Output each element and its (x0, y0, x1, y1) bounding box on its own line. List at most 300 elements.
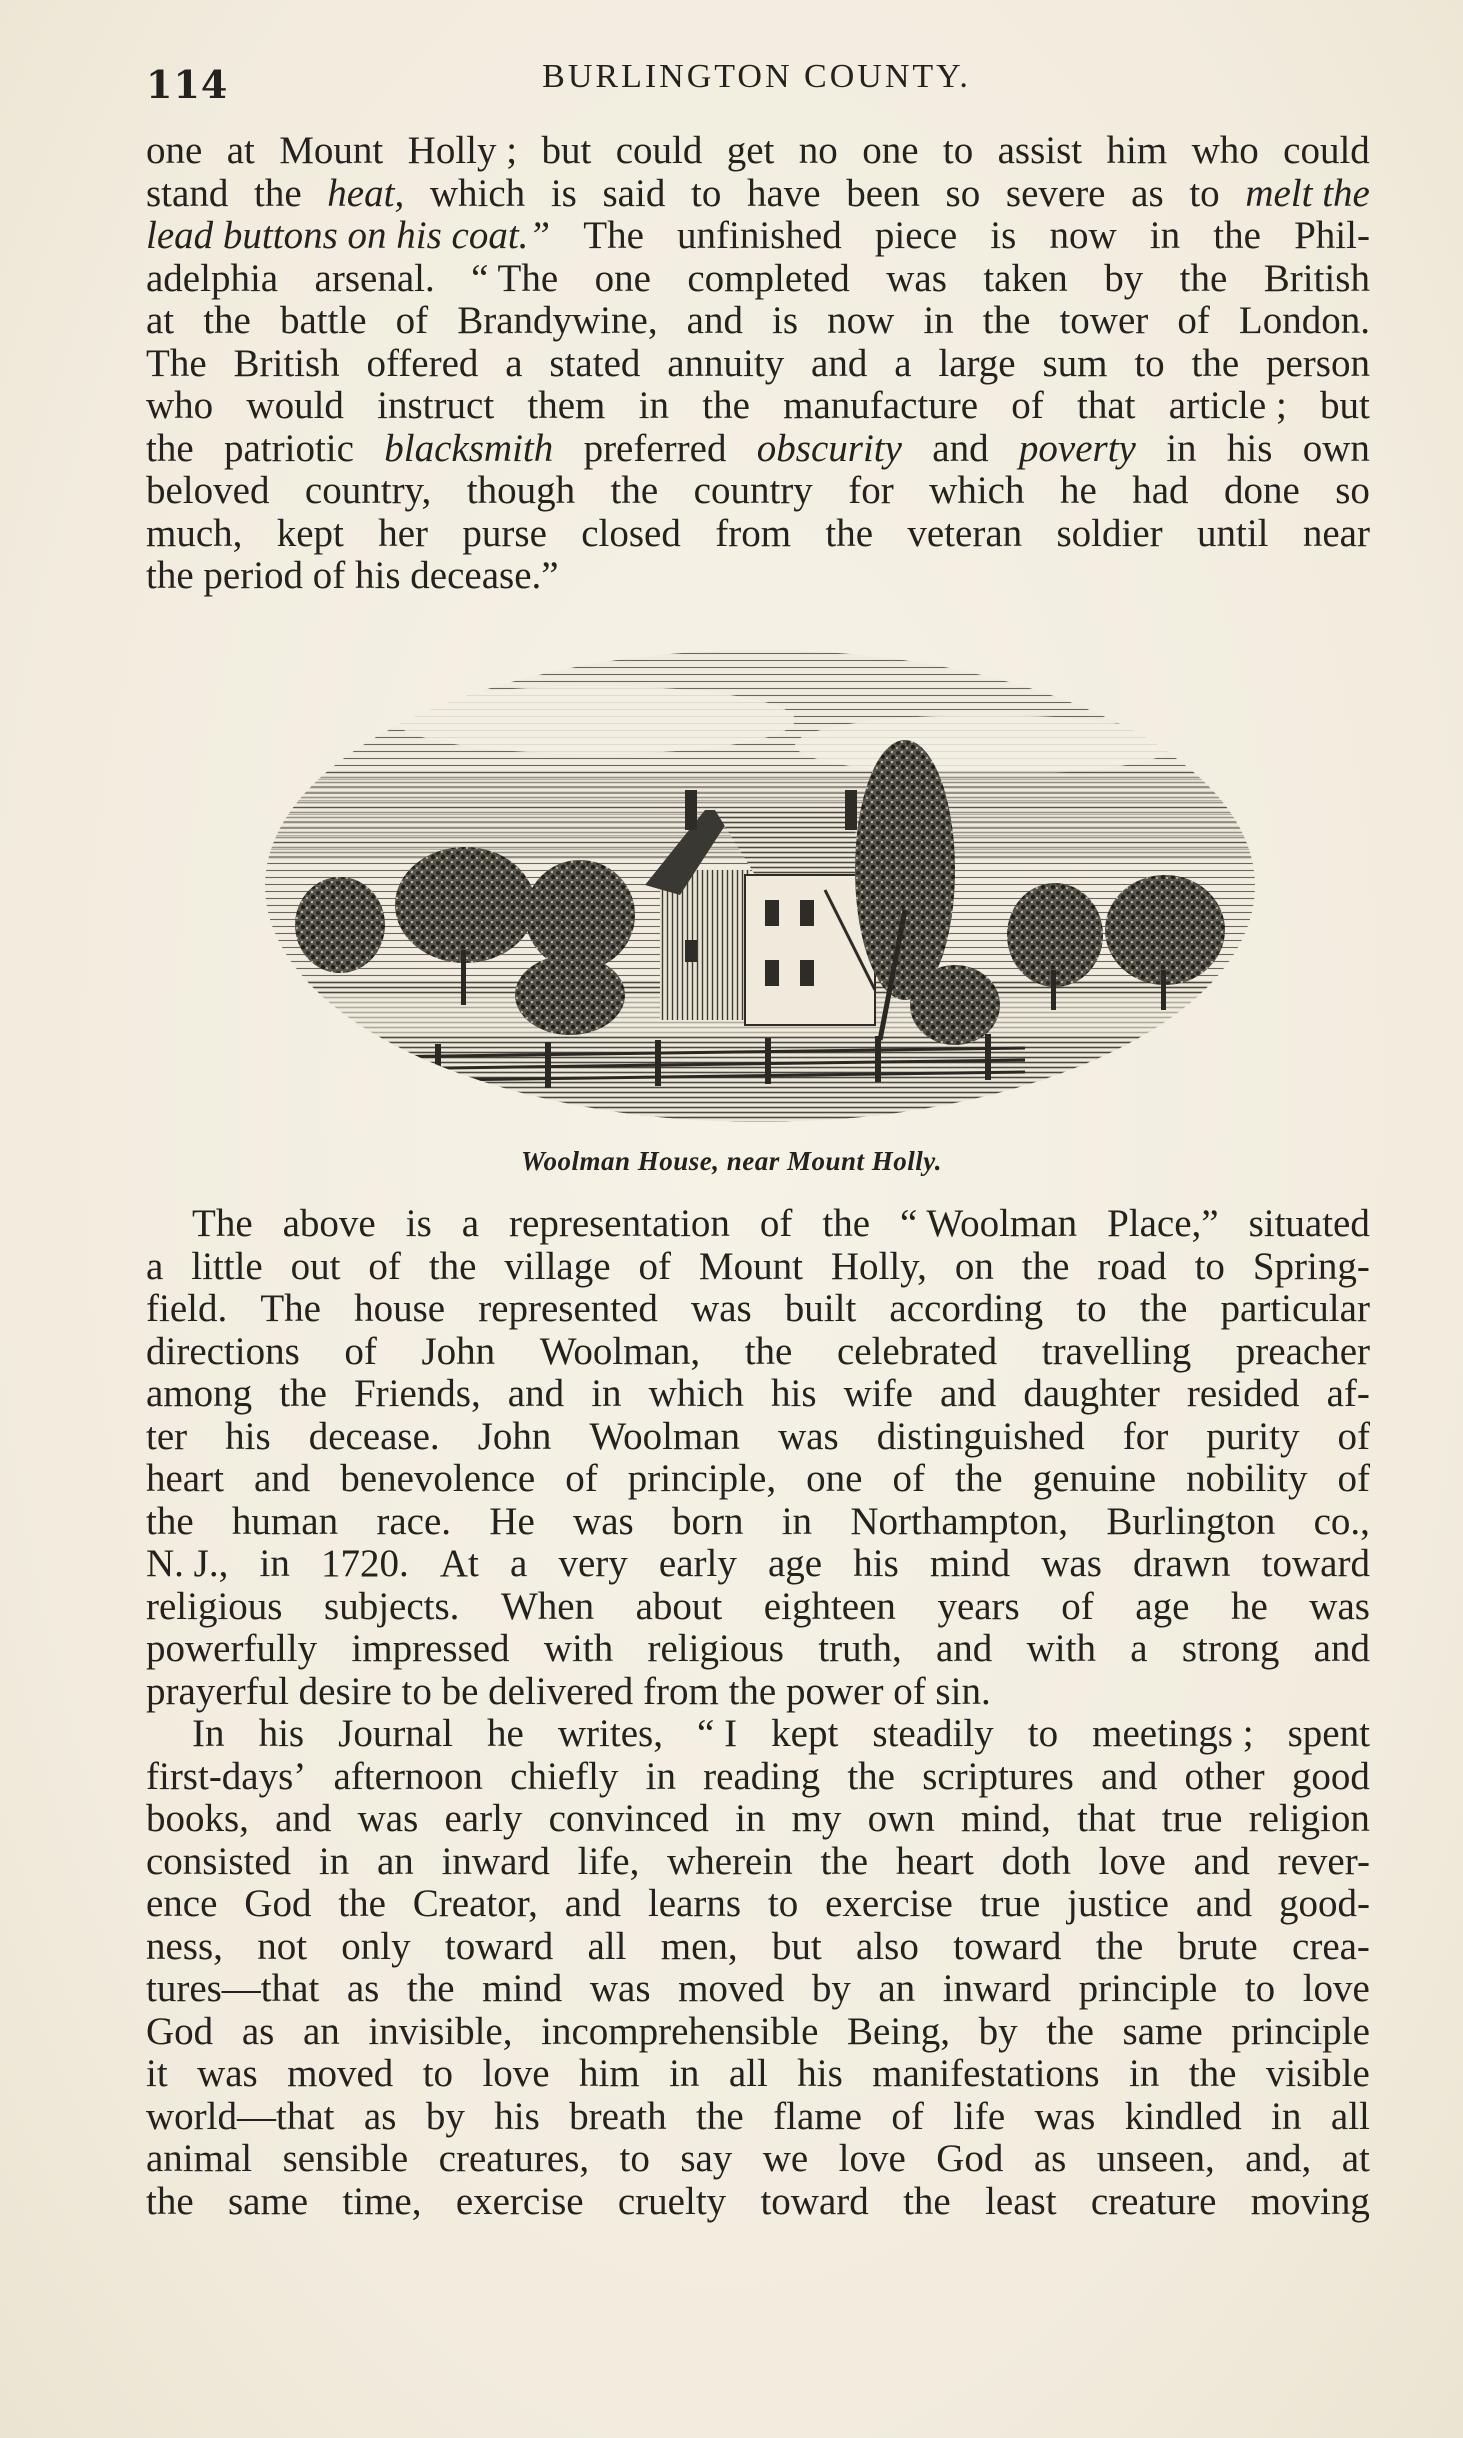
word: could (615, 129, 703, 172)
word: good (1291, 1754, 1370, 1798)
word: one (862, 129, 919, 172)
word: in (781, 1499, 813, 1543)
word: annuity (667, 341, 785, 385)
word: was (1034, 2094, 1096, 2138)
word: beloved (146, 469, 270, 512)
word: in (645, 1754, 676, 1798)
text-line (146, 2138, 1370, 2181)
word: wherein (667, 1839, 793, 1883)
word: invisible, (368, 2009, 513, 2053)
text-line (146, 215, 1370, 258)
word: the (406, 1967, 455, 2010)
word: eighteen (763, 1584, 896, 1628)
word: in (259, 1542, 290, 1585)
word: kept (771, 1712, 839, 1755)
word: in (669, 2052, 700, 2095)
word: situated (1248, 1202, 1370, 1245)
word: heart (146, 1457, 224, 1500)
word: in (638, 384, 669, 427)
word: one (146, 129, 203, 172)
word: was (357, 1797, 419, 1840)
word: Place,” (1107, 1202, 1219, 1245)
word: own (1302, 426, 1370, 470)
word: other (1184, 1754, 1265, 1798)
text-line (146, 1331, 1370, 1374)
word: an (878, 1967, 916, 2010)
word: the (954, 1457, 1003, 1500)
word: by (425, 2094, 465, 2138)
word: the (428, 1244, 477, 1288)
word: instruct (377, 384, 495, 427)
word: In (192, 1712, 225, 1755)
word: representation (509, 1202, 730, 1245)
word: afternoon (333, 1754, 483, 1798)
word: taken (983, 256, 1068, 300)
word: sensible (282, 2137, 409, 2180)
word: to (942, 129, 974, 172)
word: the (702, 384, 750, 427)
word: powerfully (146, 1627, 318, 1670)
text-line (146, 1288, 1370, 1331)
word: is (990, 214, 1017, 257)
word: at (146, 299, 175, 342)
word: brute (1177, 1924, 1258, 1968)
word: in (1129, 2052, 1160, 2095)
word: the (982, 299, 1031, 342)
word: Northampton, (850, 1499, 1069, 1543)
text-line (146, 2053, 1370, 2096)
word: inward (441, 1839, 550, 1883)
text-line (146, 1883, 1370, 1926)
word: was (691, 1287, 752, 1330)
word: him (579, 2052, 640, 2095)
word: which (648, 1372, 744, 1415)
word: principle, (627, 1457, 777, 1500)
word: exercise (455, 2179, 584, 2223)
word: the (1213, 214, 1261, 257)
text-line (146, 343, 1370, 386)
woodcut-house-illustration-icon (265, 650, 1255, 1122)
word: heart (895, 1839, 974, 1883)
word: out (290, 1244, 341, 1288)
word: about (635, 1584, 723, 1628)
word: my (791, 1797, 842, 1840)
word: he (1059, 469, 1097, 512)
word: a (146, 1244, 164, 1288)
word: crea- (1292, 1924, 1370, 1968)
word: at (226, 129, 255, 172)
word: mind (482, 1967, 563, 2010)
word: was (197, 2052, 258, 2095)
word: the (338, 1882, 386, 1925)
word: country, (304, 469, 432, 512)
page-number: 114 (146, 62, 229, 107)
word: his (853, 1542, 899, 1585)
word: all (728, 2052, 768, 2095)
word: principle (1078, 1967, 1218, 2010)
word: was (589, 1967, 651, 2010)
word: men, (660, 1924, 738, 1968)
word: British (233, 341, 340, 385)
running-head: BURLINGTON COUNTY. (542, 58, 971, 95)
word: The (583, 214, 644, 257)
word: purse (462, 511, 547, 555)
word: heat, (327, 171, 405, 215)
word: them (527, 384, 606, 427)
word: poverty (1018, 426, 1136, 470)
word: tower (1059, 299, 1149, 342)
word: convinced (548, 1797, 709, 1840)
word: by (1104, 256, 1144, 300)
word: “ Woolman (900, 1202, 1078, 1245)
word: of (891, 2094, 924, 2138)
text-line (146, 385, 1370, 428)
word: and (939, 1372, 997, 1415)
word: Mount (279, 129, 384, 172)
word: a (461, 1202, 480, 1245)
word: person (1266, 341, 1370, 385)
word: drawn (1133, 1542, 1231, 1585)
word: at (1341, 2137, 1370, 2180)
word: which (929, 469, 1025, 512)
word: own (867, 1797, 935, 1840)
word: The (192, 1202, 253, 1245)
word: moving (1250, 2179, 1370, 2223)
text-line (146, 1586, 1370, 1629)
word: London. (1238, 299, 1370, 342)
word: now (827, 299, 895, 342)
word: closed (581, 511, 681, 555)
word: the (146, 2179, 194, 2223)
word: village (504, 1244, 611, 1288)
word: had (1132, 469, 1189, 512)
word: to (1076, 1287, 1107, 1330)
text-line (146, 1713, 1370, 1756)
word: ter (146, 1414, 188, 1458)
text-line (146, 258, 1370, 301)
word: love (838, 2137, 906, 2180)
word: the (822, 1202, 871, 1245)
word: early (444, 1797, 523, 1840)
text-line (146, 1628, 1370, 1671)
word: toward (1261, 1542, 1370, 1585)
word: Woolman, (539, 1329, 701, 1373)
word: in (1149, 214, 1181, 257)
word: and (253, 1457, 311, 1500)
word: Woolman (589, 1414, 741, 1458)
word: his (258, 1712, 305, 1755)
word: same (1122, 2009, 1203, 2053)
word: cruelty (617, 2179, 727, 2223)
word: done (1223, 469, 1300, 512)
text-line (146, 1671, 1370, 1714)
word: near (1302, 511, 1370, 555)
word: not (257, 1924, 308, 1968)
word: to (1244, 1967, 1276, 2010)
word: good- (1278, 1882, 1370, 1925)
word: is (550, 171, 577, 215)
word: for (1122, 1414, 1169, 1458)
word: and (686, 299, 743, 342)
word: doth (1001, 1839, 1071, 1883)
word: his (494, 2094, 540, 2138)
word: adelphia (146, 256, 279, 300)
word: preferred (583, 426, 727, 470)
word: flame (773, 2094, 862, 2138)
word: stated (549, 341, 641, 385)
word: offered (366, 341, 479, 385)
word: the (1021, 1244, 1070, 1288)
word: principle (1231, 2009, 1370, 2053)
word: from (715, 511, 792, 555)
word: and (275, 1797, 332, 1840)
word: said (602, 171, 666, 215)
word: only (341, 1924, 411, 1968)
word: time, (342, 2179, 422, 2223)
word: and (936, 1627, 993, 1670)
word: assist (997, 129, 1083, 172)
word: was (1309, 1584, 1370, 1628)
word: represented (478, 1287, 658, 1330)
word: road (1097, 1244, 1167, 1288)
word: completed (687, 256, 850, 300)
word: of (1337, 1457, 1370, 1500)
word: with (1026, 1627, 1096, 1670)
word: was (1041, 1542, 1102, 1585)
text-line (146, 1756, 1370, 1799)
word: unseen, (1096, 2137, 1215, 2180)
word: Mount (698, 1244, 803, 1288)
word: sum (1042, 341, 1108, 385)
word: Friends, (353, 1372, 481, 1415)
word: of (368, 1244, 401, 1288)
word: according (889, 1287, 1044, 1330)
word: consisted (146, 1839, 292, 1883)
word: chiefly (510, 1754, 619, 1798)
word: to (619, 2137, 650, 2180)
word: the (1095, 1924, 1144, 1968)
word: writes, (557, 1712, 663, 1755)
word: religious (146, 1584, 283, 1628)
word: exercise (825, 1882, 953, 1925)
word: He (489, 1499, 535, 1543)
word: little (191, 1244, 263, 1288)
word: steadily (872, 1712, 994, 1755)
word: to (690, 171, 722, 215)
page-header (146, 52, 1367, 112)
word: Holly, (830, 1244, 927, 1288)
word: N. J., (146, 1542, 229, 1585)
word: religious (647, 1627, 784, 1670)
word: of (1177, 299, 1210, 342)
word: stand (146, 171, 229, 215)
word: age (768, 1542, 823, 1585)
word: but (541, 129, 592, 172)
word: the (1191, 341, 1240, 385)
word: af- (1326, 1372, 1370, 1415)
word: tures—that (146, 1967, 320, 2010)
text-line (146, 130, 1370, 173)
word: manifestations (872, 2052, 1100, 2095)
word: true (1161, 1797, 1223, 1840)
word: but (771, 1924, 822, 1968)
word: the (279, 1372, 327, 1415)
word: Holly ; (407, 129, 518, 172)
word: John (421, 1329, 496, 1373)
word: breath (569, 2094, 667, 2138)
word: Being, (847, 2009, 950, 2053)
word: that (1077, 384, 1136, 427)
word: mind, (960, 1797, 1051, 1840)
word: his (1226, 426, 1273, 470)
word: genuine (1032, 1457, 1157, 1500)
word: kindled (1124, 2094, 1242, 2138)
word: also (856, 1924, 919, 1968)
word: “ I (697, 1712, 738, 1755)
word: love (1098, 1839, 1166, 1883)
word: the (146, 1499, 194, 1543)
word: was (573, 1499, 634, 1543)
word: prayerful desire to be delivered from the power of sin. (146, 1669, 991, 1713)
word: of (638, 1244, 671, 1288)
word: resided (1186, 1372, 1300, 1415)
word: and (1313, 1627, 1370, 1670)
word: strong (1181, 1627, 1280, 1670)
word: he (1230, 1584, 1268, 1628)
word: of (395, 299, 429, 342)
word: Phil- (1294, 214, 1370, 257)
word: The (260, 1287, 321, 1330)
word: and (1195, 1882, 1253, 1925)
word: of (1011, 384, 1044, 427)
word: in (591, 1372, 622, 1415)
word: least (985, 2179, 1057, 2223)
word: co., (1313, 1499, 1370, 1543)
word: scriptures (922, 1754, 1074, 1798)
word: and (507, 1372, 565, 1415)
word: the (1179, 256, 1228, 300)
word: travelling (1041, 1329, 1192, 1373)
word: ness, (146, 1924, 223, 1968)
text-line (146, 1416, 1370, 1459)
word: and (1193, 1839, 1250, 1883)
word: Creator, (412, 1882, 538, 1925)
word: subjects. (324, 1584, 460, 1628)
word: Journal (338, 1712, 453, 1755)
word: built (784, 1287, 857, 1330)
word: severe (1005, 171, 1106, 215)
word: ence (146, 1882, 218, 1925)
text-line (146, 300, 1370, 343)
word: toward (760, 2179, 869, 2223)
word: preacher (1235, 1329, 1370, 1373)
text-line (146, 470, 1370, 513)
word: rever- (1277, 1839, 1370, 1883)
word: piece (874, 214, 958, 257)
word: of (759, 1202, 793, 1245)
word: At (439, 1542, 479, 1585)
word: as (346, 1967, 380, 2010)
text-line (146, 1841, 1370, 1884)
word: who (146, 384, 214, 427)
word: was (886, 256, 947, 300)
word: visible (1265, 2052, 1370, 2095)
word: obscurity (756, 426, 902, 470)
word: truth, (818, 1627, 902, 1670)
word: but (1320, 384, 1370, 427)
word: toward (953, 1924, 1062, 1968)
text-line (146, 555, 1370, 598)
word: British (1263, 256, 1370, 300)
word: as (1131, 171, 1164, 215)
word: benevolence (340, 1457, 536, 1500)
word: him (1106, 129, 1168, 172)
text-line (146, 2181, 1370, 2224)
word: in (318, 1839, 350, 1883)
word: toward (444, 1924, 554, 1968)
word: the (825, 511, 874, 555)
word: the (1139, 1287, 1188, 1330)
word: get (726, 129, 775, 172)
text-line (146, 1203, 1370, 1246)
word: inward (942, 1967, 1052, 2010)
word: love (1302, 1967, 1370, 2010)
main-text (146, 1203, 1370, 2223)
word: the (1046, 2009, 1094, 2053)
word: until (1196, 511, 1269, 555)
word: years (937, 1584, 1020, 1628)
text-line (146, 173, 1370, 216)
word: to (1189, 171, 1220, 215)
word: arsenal. (314, 256, 435, 300)
word: God (936, 2137, 1004, 2180)
word: much, (146, 511, 243, 555)
word: life (953, 2094, 1006, 2138)
word: directions (146, 1329, 300, 1373)
word: daughter (1023, 1372, 1160, 1415)
word: Brandywine, (457, 299, 658, 342)
word: religion (1248, 1797, 1370, 1840)
word: animal (146, 2137, 253, 2180)
word: house (354, 1287, 446, 1330)
word: early (658, 1542, 737, 1585)
word: is (405, 1202, 432, 1245)
word: could (1283, 129, 1370, 172)
word: God (146, 2009, 214, 2053)
word: human (231, 1499, 339, 1543)
word: veteran (907, 511, 1023, 555)
word: a (505, 341, 523, 385)
word: blacksmith (384, 426, 554, 470)
text-line (146, 428, 1370, 471)
word: and (1101, 1754, 1158, 1798)
word: would (246, 384, 344, 427)
word: distinguished (876, 1414, 1085, 1458)
word: though (466, 469, 576, 512)
word: a (1130, 1627, 1148, 1670)
word: of (565, 1457, 598, 1500)
word: world—that (146, 2094, 335, 2138)
word: he (487, 1712, 524, 1755)
word: John (477, 1414, 552, 1458)
word: is (772, 299, 799, 342)
word: one (594, 256, 651, 300)
figure-caption: Woolman House, near Mount Holly. (520, 1146, 943, 1176)
word: article ; (1168, 384, 1287, 427)
paragraph-continued (146, 130, 1370, 598)
word: a (894, 341, 912, 385)
word: When (500, 1584, 595, 1628)
